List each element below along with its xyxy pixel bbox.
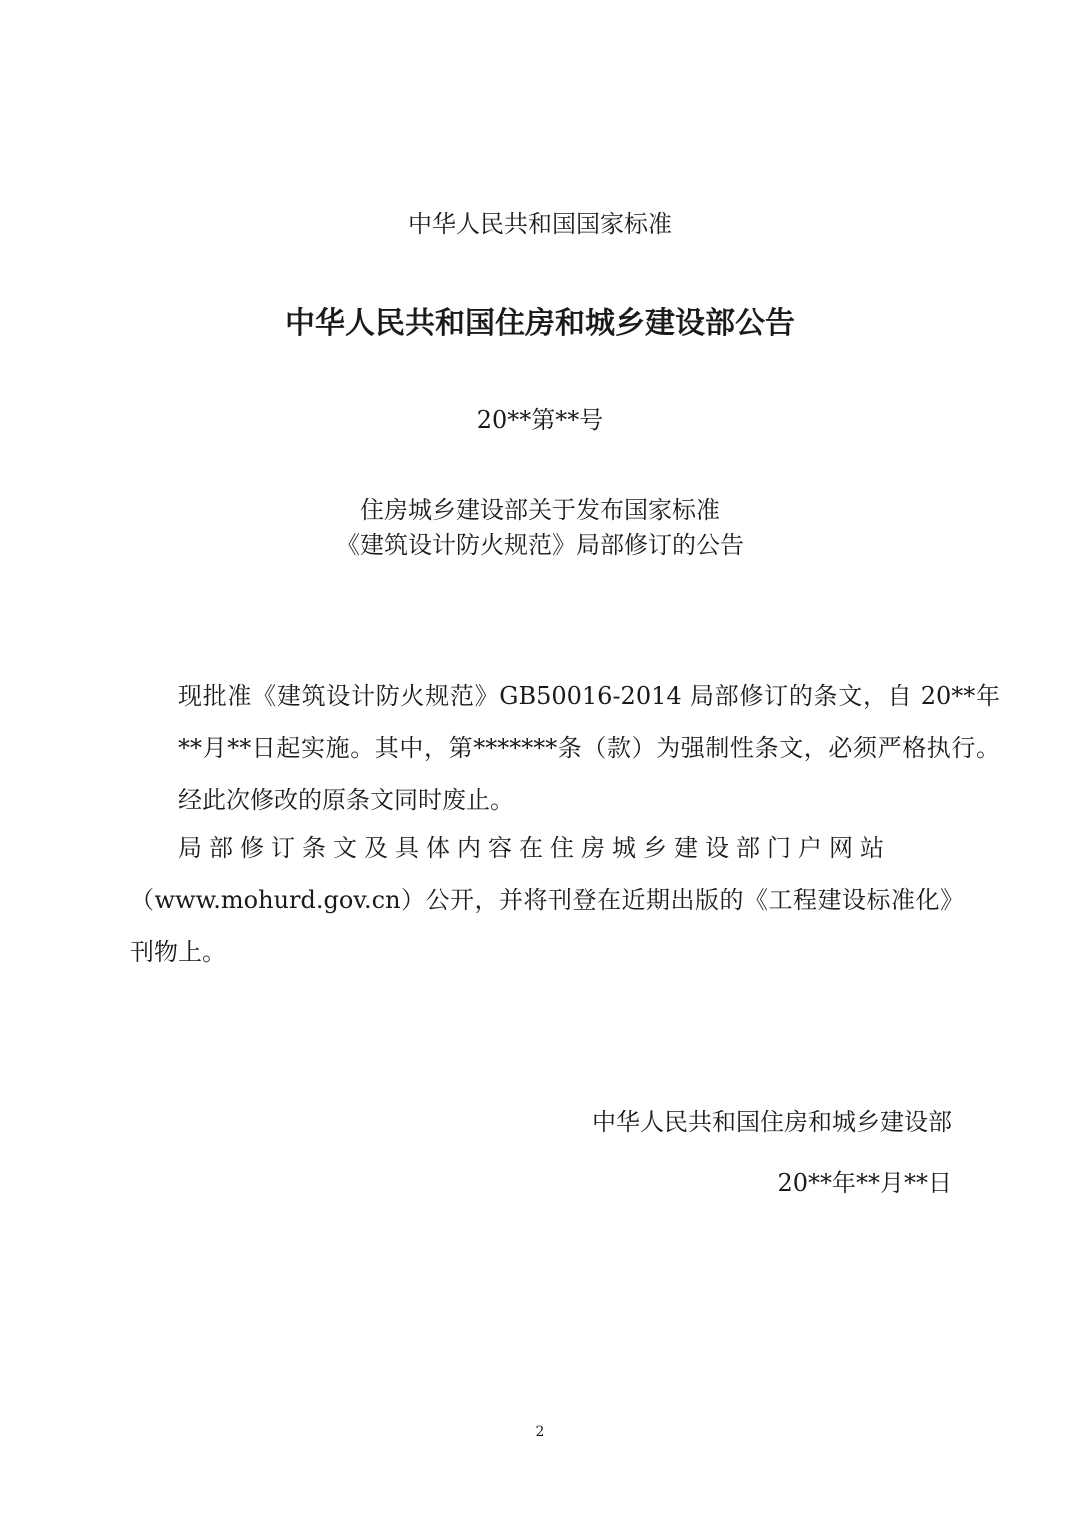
national-standard-label: 中华人民共和国国家标准 [408, 210, 672, 238]
subject-line-1: 住房城乡建设部关于发布国家标准 [360, 496, 720, 524]
subject-line-2: 《建筑设计防火规范》局部修订的公告 [336, 531, 744, 559]
body-paragraph-1: 现批准《建筑设计防火规范》GB50016-2014 局部修订的条文，自 20**年**月**日起实施。其中，第*******条（款）为强制性条文，必须严格执行。经此次修改的原条文同时废止。 [178, 682, 1000, 814]
issuer-signature: 中华人民共和国住房和城乡建设部 [592, 1108, 952, 1136]
page-number: 2 [535, 1424, 545, 1440]
document-number: 20**第**号 [476, 406, 604, 434]
issue-date: 20**年**月**日 [777, 1169, 952, 1197]
body-paragraph-2-first-line: 局部修订条文及具体内容在住房城乡建设部门户网站 [178, 834, 891, 862]
body-paragraph-2-rest: （www.mohurd.gov.cn）公开，并将刊登在近期出版的《工程建设标准化》刊物上。 [130, 886, 952, 966]
announcement-title: 中华人民共和国住房和城乡建设部公告 [285, 306, 795, 341]
body-paragraph-2 [130, 822, 952, 978]
